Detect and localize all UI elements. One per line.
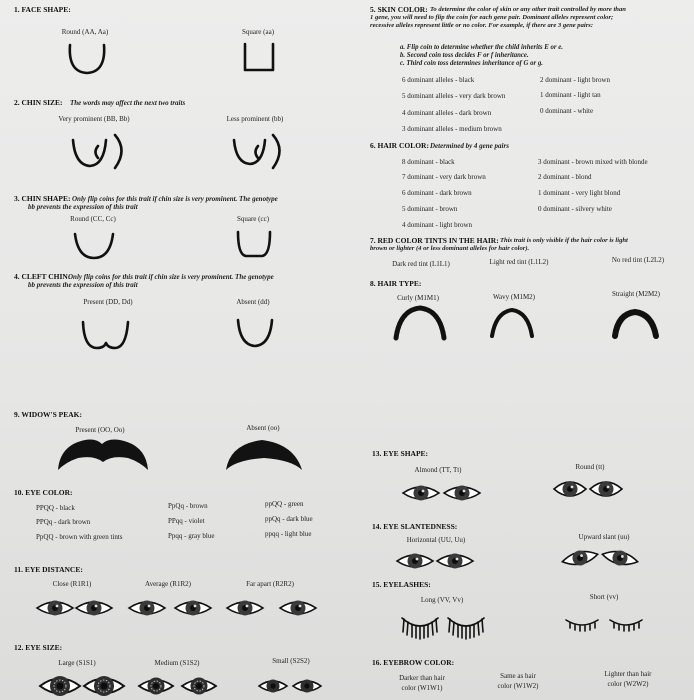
eye-color-item: PPQQ - black: [36, 504, 75, 512]
eyebrow-color-option-same-genotype: color (W1W2): [497, 682, 539, 690]
eye-size-option-medium: Medium (S1S2): [154, 659, 200, 667]
eye-distance-option-close: Close (R1R1): [52, 580, 92, 588]
chin-size-title: 2. CHIN SIZE:: [14, 98, 63, 107]
red-tints-note-1: This trait is only visible if the hair color is light: [500, 237, 628, 244]
widows-peak-drawing: [58, 440, 148, 471]
short-eyelashes-drawing: [566, 620, 642, 631]
chin-size-option-prominent: Very prominent (BB, Bb): [58, 115, 130, 123]
prominent-chin-drawing: [73, 135, 122, 168]
cleft-chin-option-present: Present (DD, Dd): [83, 298, 133, 306]
eye-color-item: Ppqq - gray blue: [168, 532, 215, 540]
round-face-drawing: [70, 45, 104, 73]
eyebrow-color-option-darker: Darker than hair: [399, 674, 445, 682]
eyelashes-title: 15. EYELASHES:: [372, 580, 431, 589]
skin-color-intro-1: To determine the color of skin or any other trait controlled by more than: [430, 6, 626, 13]
chin-size-option-less: Less prominent (bb): [226, 115, 284, 123]
long-eyelashes-drawing: [402, 618, 484, 639]
red-tints-note-2: brown or lighter (4 or less dominant alleles for hair color).: [370, 245, 530, 252]
hair-color-note: Determined by 4 gene pairs: [430, 142, 509, 150]
upward-slant-eyes-drawing: [561, 547, 639, 569]
widows-peak-option-absent: Absent (oo): [246, 424, 280, 432]
eye-shape-option-almond: Almond (TT, Tt): [414, 466, 462, 474]
large-eyes-drawing: [40, 676, 124, 696]
hair-color-item: 5 dominant - brown: [402, 205, 458, 213]
eye-slant-option-horizontal: Horizontal (UU, Uu): [406, 536, 466, 544]
eye-distance-option-far: Far apart (R2R2): [246, 580, 294, 588]
wavy-hair-drawing: [492, 310, 532, 336]
hair-color-item: 3 dominant - brown mixed with blonde: [538, 158, 648, 166]
eye-size-title: 12. EYE SIZE:: [14, 643, 63, 652]
cleft-chin-option-absent: Absent (dd): [236, 298, 270, 306]
skin-color-intro-3: recessive alleles represent little or no color. For example, if there are 3 gene pairs:: [370, 22, 594, 29]
face-shape-option-square: Square (aa): [241, 28, 275, 36]
round-eyes-drawing: [554, 482, 622, 497]
face-shape-title: 1. FACE SHAPE:: [14, 5, 71, 14]
hair-color-item: 0 dominant - silvery white: [538, 205, 612, 213]
widows-peak-title: 9. WIDOW'S PEAK:: [14, 410, 82, 419]
hair-type-option-curly: Curly (M1M1): [397, 294, 439, 302]
cleft-chin-drawing: [83, 322, 128, 348]
medium-eyes-drawing: [139, 678, 216, 695]
eyelashes-option-short: Short (vv): [589, 593, 619, 601]
skin-color-step: a. Flip coin to determine whether the child inherits E or e.: [400, 44, 563, 51]
eye-slant-option-upward: Upward slant (uu): [578, 533, 630, 541]
eyebrow-color-title: 16. EYEBROW COLOR:: [372, 658, 455, 667]
red-tints-option-dark: Dark red tint (L1L1): [392, 260, 450, 268]
eye-color-item: PPQq - dark brown: [36, 518, 91, 526]
eyebrow-color-option-darker-genotype: color (W1W1): [401, 684, 443, 692]
straight-hair-drawing: [615, 312, 656, 336]
chin-shape-note-1: Only flip coins for this trait if chin size is very prominent. The genotype: [72, 195, 278, 203]
hair-color-item: 7 dominant - very dark brown: [402, 173, 486, 181]
eye-size-option-small: Small (S2S2): [272, 657, 310, 665]
hair-color-title: 6. HAIR COLOR:: [370, 141, 429, 150]
skin-color-item: 3 dominant alleles - medium brown: [402, 125, 502, 133]
skin-color-item: 4 dominant alleles - dark brown: [402, 109, 492, 117]
almond-eyes-drawing: [403, 486, 480, 501]
round-chin-drawing: [75, 234, 113, 258]
eye-color-item: PpQQ - brown with green tints: [36, 533, 123, 541]
eyelashes-option-long: Long (VV, Vv): [420, 596, 464, 604]
skin-color-title: 5. SKIN COLOR:: [370, 5, 428, 14]
red-tints-option-light: Light red tint (L1L2): [489, 258, 549, 266]
skin-color-item: 5 dominant alleles - very dark brown: [402, 92, 506, 100]
red-tints-title: 7. RED COLOR TINTS IN THE HAIR:: [370, 236, 499, 245]
chin-shape-title: 3. CHIN SHAPE:: [14, 194, 71, 203]
eye-color-item: ppQQ - green: [265, 500, 304, 508]
hair-color-item: 6 dominant - dark brown: [402, 189, 472, 197]
eye-size-option-large: Large (S1S1): [58, 659, 96, 667]
average-eyes-drawing: [129, 601, 211, 616]
square-chin-drawing: [238, 232, 270, 256]
hair-type-option-wavy: Wavy (M1M2): [492, 293, 536, 301]
eye-color-item: ppQq - dark blue: [265, 515, 313, 523]
skin-color-intro-2: 1 gene, you will need to flip the coin for each gene pair. Dominant alleles represent color;: [370, 14, 614, 21]
chin-shape-option-square: Square (cc): [236, 215, 270, 223]
hair-color-item: 1 dominant - very light blond: [538, 189, 621, 197]
less-prominent-chin-drawing: [234, 135, 280, 168]
horizontal-eyes-drawing: [397, 554, 473, 569]
face-shape-option-round: Round (AA, Aa): [61, 28, 109, 36]
square-face-drawing: [245, 44, 273, 70]
skin-color-item: 2 dominant - light brown: [540, 76, 610, 84]
eyebrow-color-option-lighter-genotype: color (W2W2): [607, 680, 649, 688]
chin-shape-note-2: bb prevents the expression of this trait: [28, 203, 138, 211]
hair-type-option-straight: Straight (M2M2): [611, 290, 661, 298]
small-eyes-drawing: [259, 680, 321, 693]
hair-color-item: 8 dominant - black: [402, 158, 455, 166]
no-widows-peak-drawing: [226, 440, 302, 470]
skin-color-item: 0 dominant - white: [540, 107, 594, 115]
skin-color-item: 6 dominant alleles - black: [402, 76, 475, 84]
eye-color-item: PpQq - brown: [168, 502, 208, 510]
hair-color-item: 4 dominant - light brown: [402, 221, 472, 229]
skin-color-item: 1 dominant - light tan: [540, 91, 601, 99]
curly-hair-drawing: [396, 308, 444, 338]
far-apart-eyes-drawing: [227, 601, 316, 616]
eyebrow-color-option-lighter: Lighter than hair: [604, 670, 652, 678]
red-tints-option-none: No red tint (L2L2): [611, 256, 665, 264]
widows-peak-option-present: Present (OO, Oo): [75, 426, 125, 434]
cleft-chin-note-2: bb prevents the expression of this trait: [28, 281, 138, 289]
hair-color-item: 2 dominant - blond: [538, 173, 592, 181]
eyebrow-color-option-same: Same as hair: [500, 672, 536, 680]
eye-color-item: ppqq - light blue: [265, 530, 312, 538]
skin-color-step: c. Third coin toss determines inheritance of G or g.: [400, 60, 543, 67]
close-eyes-drawing: [37, 601, 112, 616]
eye-color-item: PPqq - violet: [168, 517, 205, 525]
skin-color-step: b. Second coin toss decides F or f inheritance.: [400, 52, 529, 59]
hair-type-title: 8. HAIR TYPE:: [370, 279, 422, 288]
no-cleft-chin-drawing: [238, 320, 272, 346]
cleft-chin-title: 4. CLEFT CHIN:: [14, 272, 71, 281]
eye-color-title: 10. EYE COLOR:: [14, 488, 73, 497]
cleft-chin-note-1: Only flip coins for this trait if chin size is very prominent. The genotype: [68, 273, 274, 281]
chin-shape-option-round: Round (CC, Cc): [70, 215, 116, 223]
eye-distance-title: 11. EYE DISTANCE:: [14, 565, 83, 574]
eye-slant-title: 14. EYE SLANTEDNESS:: [372, 522, 458, 531]
chin-size-note: The words may affect the next two traits: [70, 99, 186, 107]
eye-shape-option-round: Round (tt): [575, 463, 605, 471]
eye-distance-option-average: Average (R1R2): [145, 580, 191, 588]
eye-shape-title: 13. EYE SHAPE:: [372, 449, 429, 458]
